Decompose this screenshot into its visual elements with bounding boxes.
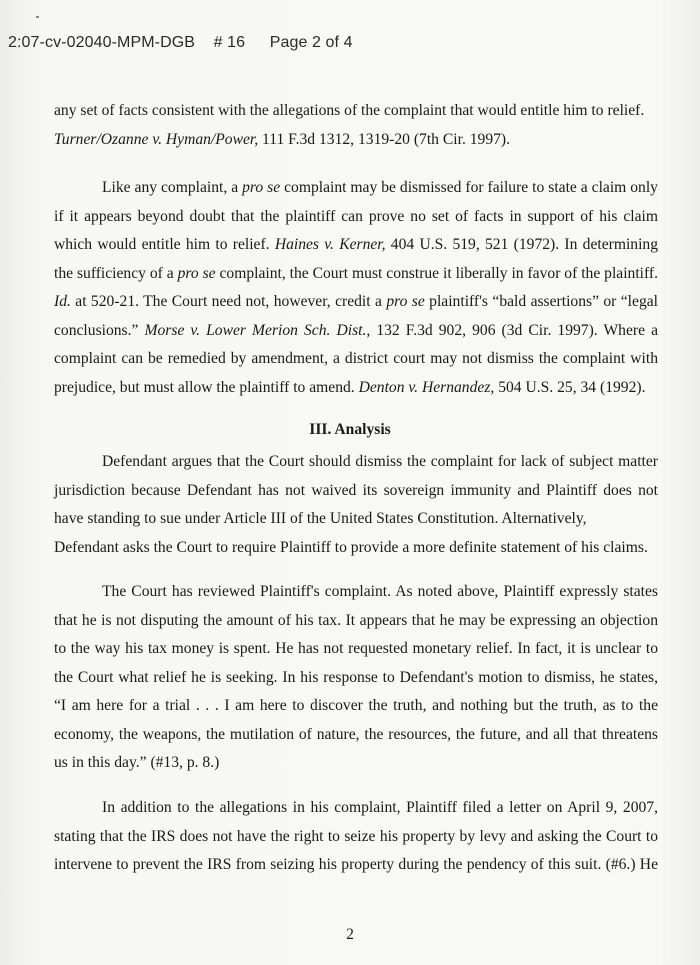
- page-header: [8, 34, 353, 52]
- text-line: jurisdiction because Defendant has not waived its sovereign immunity and Plaintiff does not: [54, 481, 658, 499]
- document-number: # 16: [213, 34, 246, 51]
- text-line: “I am here for a trial . . . I am here to discover the truth, and nothing but the truth, as to the: [54, 697, 658, 714]
- text-line: which would entitle him to relief. Haines v. Kerner, 404 U.S. 519, 521 (1972). In determining: [54, 236, 658, 253]
- text-line: intervene to prevent the IRS from seizing his property during the pendency of this suit. (#6.) He: [54, 856, 658, 873]
- text-line: complaint can be remedied by amendment, a district court may not dismiss the complaint with: [54, 350, 658, 367]
- case-citation: Morse v. Lower Merion Sch. Dist.,: [144, 321, 371, 339]
- text-line: economy, the weapons, the mutilation of nature, the resources, the future, and all that threatens: [54, 725, 658, 743]
- text-line: Id. at 520-21. The Court need not, however, credit a pro se plaintiff's “bald assertions” or “legal: [54, 293, 658, 310]
- scan-speck: [36, 16, 39, 18]
- text-line: that he is not disputing the amount of his tax. It appears that he may be expressing an objection: [54, 611, 658, 629]
- text-line: us in this day.” (#13, p. 8.): [54, 754, 220, 771]
- text-line: Defendant argues that the Court should dismiss the complaint for lack of subject matter: [102, 453, 658, 470]
- text-line: conclusions.” Morse v. Lower Merion Sch. Dist., 132 F.3d 902, 906 (3d Cir. 1997). Where a: [54, 321, 658, 339]
- text-line: In addition to the allegations in his complaint, Plaintiff filed a letter on April 9, 2007,: [102, 799, 658, 816]
- paragraph-letter-filing: [54, 794, 658, 880]
- text-line: The Court has reviewed Plaintiff's complaint. As noted above, Plaintiff expressly states: [102, 583, 658, 600]
- section-heading: III. Analysis: [309, 421, 391, 438]
- text-line: stating that the IRS does not have the right to seize his property by levy and asking the Court to: [54, 827, 658, 845]
- case-number: 2:07-cv-02040-MPM-DGB: [8, 34, 196, 51]
- case-citation: Denton v. Hernandez,: [358, 378, 495, 396]
- text-line: Like any complaint, a pro se complaint may be dismissed for failure to state a claim only: [102, 179, 658, 196]
- text-line: the Court what relief he is seeking. In his response to Defendant's motion to dismiss, he states,: [54, 668, 658, 686]
- text-line: to the way his tax money is spent. He has not requested monetary relief. In fact, it is unclear to: [54, 640, 658, 657]
- text-line: the sufficiency of a pro se complaint, the Court must construe it liberally in favor of the plaintiff.: [54, 264, 658, 282]
- paragraph-court-review: [54, 578, 658, 778]
- page-label: Page 2 of 4: [269, 34, 353, 51]
- paragraph-defendant-argument: [54, 448, 658, 562]
- paragraph-pro-se-standard: [54, 174, 658, 402]
- text-line: Turner/Ozanne v. Hyman/Power, 111 F.3d 1312, 1319-20 (7th Cir. 1997).: [54, 130, 511, 148]
- text-line: if it appears beyond doubt that the plaintiff can prove no set of facts in support of his claim: [54, 207, 658, 225]
- text-line: prejudice, but must allow the plaintiff to amend. Denton v. Hernandez, 504 U.S. 25, 34 (1992).: [54, 378, 646, 396]
- paragraph-continuation: [54, 97, 658, 154]
- text-line: Defendant asks the Court to require Plaintiff to provide a more definite statement of his claims.: [54, 538, 648, 556]
- case-citation: Haines v. Kerner,: [274, 236, 386, 253]
- text-line: have standing to sue under Article III of the United States Constitution. Alternatively,: [54, 510, 587, 527]
- text-line: any set of facts consistent with the allegations of the complaint that would entitle him to relief.: [54, 102, 645, 119]
- page-number: 2: [346, 926, 354, 943]
- case-citation: Turner/Ozanne v. Hyman/Power,: [54, 130, 259, 148]
